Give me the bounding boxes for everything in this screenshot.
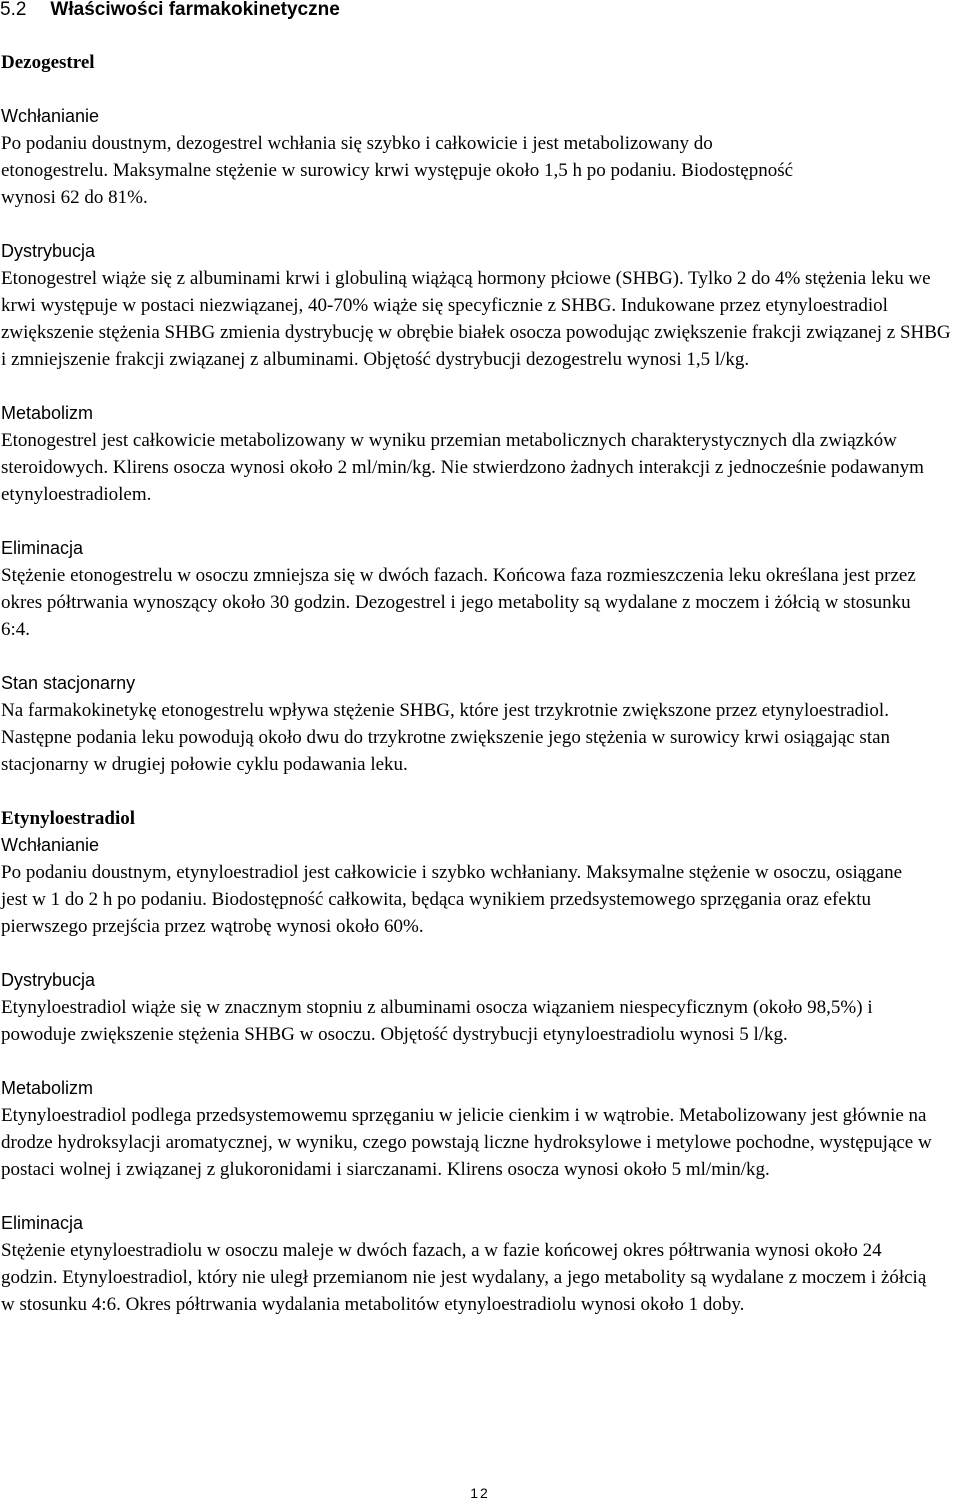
subsection-label: Metabolizm bbox=[1, 403, 94, 423]
subsection-label: Dystrybucja bbox=[1, 241, 96, 261]
desogestrel-distribution bbox=[1, 238, 956, 373]
ethinylestradiol-distribution bbox=[1, 967, 956, 1048]
ethinylestradiol-metabolism bbox=[1, 1075, 956, 1183]
subsection-label: Wchłanianie bbox=[1, 835, 100, 855]
paragraph: Stężenie etonogestrelu w osoczu zmniejsza się w dwóch fazach. Końcowa faza rozmieszczenia leku określana jest przez okres półtrwania wynoszący około 30 godzin. Dezogestrel i jego metabolity są wydalane z moczem i żółcią w stosunku 6:4. bbox=[1, 565, 916, 640]
paragraph: Etynyloestradiol podlega przedsystemowemu sprzęganiu w jelicie cienkim i w wątrobie. Metabolizowany jest głównie na drodze hydroksylacji aromatycznej, w wyniku, czego powstają liczne hydroksylowe i metylowe pochodne, występujące w postaci wolnej i związanej z glukoronidami i siarczanami. Klirens osocza wynosi około 5 ml/min/kg. bbox=[1, 1105, 932, 1180]
ethinylestradiol-elimination bbox=[1, 1210, 956, 1318]
subsection-label: Dystrybucja bbox=[1, 970, 96, 990]
paragraph: Etynyloestradiol wiąże się w znacznym stopniu z albuminami osocza wiązaniem niespecyficznym (około 98,5%) i powoduje zwiększenie stężenia SHBG w osoczu. Objętość dystrybucji etynyloestradiolu wynosi 5 l/kg. bbox=[1, 997, 873, 1045]
desogestrel-heading: Dezogestrel bbox=[1, 52, 95, 73]
paragraph: Po podaniu doustnym, etynyloestradiol jest całkowicie i szybko wchłaniany. Maksymalne stężenie w osoczu, osiągane jest w 1 do 2 h po podaniu. Biodostępność całkowita, będąca wynikiem przedsystemowego sprzęgania oraz efektu pierwszego przejścia przez wątrobę wynosi około 60%. bbox=[1, 862, 903, 937]
desogestrel-section bbox=[1, 49, 956, 805]
desogestrel-elimination bbox=[1, 535, 956, 643]
subsection-label: Eliminacja bbox=[1, 1213, 84, 1233]
section-title: Właściwości farmakokinetyczne bbox=[50, 0, 340, 20]
page-number: 12 bbox=[470, 1485, 490, 1501]
ethinylestradiol-section bbox=[1, 805, 956, 1318]
ethinylestradiol-heading: Etynyloestradiol bbox=[1, 808, 136, 829]
ethinylestradiol-absorption bbox=[1, 832, 956, 940]
desogestrel-absorption bbox=[1, 103, 956, 211]
paragraph: Etonogestrel jest całkowicie metabolizowany w wyniku przemian metabolicznych charakterystycznych dla związków steroidowych. Klirens osocza wynosi około 2 ml/min/kg. Nie stwierdzono żadnych interakcji z jednocześnie podawanym etynyloestradiolem. bbox=[1, 430, 924, 505]
document-body bbox=[1, 49, 956, 1318]
paragraph: Etonogestrel wiąże się z albuminami krwi i globuliną wiążącą hormony płciowe (SHBG). Tylko 2 do 4% stężenia leku we krwi występuje w postaci niezwiązanej, 40-70% wiąże się specyficznie z SHBG. Indukowane przez etynyloestradiol zwiększenie stężenia SHBG zmienia dystrybucję w obrębie białek osocza powodując zwiększenie frakcji związanej z SHBG i zmniejszenie frakcji związanej z albuminami. Objętość dystrybucji dezogestrelu wynosi 1,5 l/kg. bbox=[1, 268, 951, 370]
section-number: 5.2 bbox=[0, 0, 27, 20]
desogestrel-metabolism bbox=[1, 400, 956, 508]
desogestrel-steady-state bbox=[1, 670, 956, 778]
section-heading bbox=[0, 0, 340, 23]
subsection-label: Eliminacja bbox=[1, 538, 84, 558]
subsection-label: Stan stacjonarny bbox=[1, 673, 136, 693]
paragraph: Stężenie etynyloestradiolu w osoczu maleje w dwóch fazach, a w fazie końcowej okres półtrwania wynosi około 24 godzin. Etynyloestradiol, który nie uległ przemianom nie jest wydalany, a jego metabolity są wydalane z moczem i żółcią w stosunku 4:6. Okres półtrwania wydalania metabolitów etynyloestradiolu wynosi około 1 doby. bbox=[1, 1240, 927, 1315]
subsection-label: Wchłanianie bbox=[1, 106, 100, 126]
paragraph: Po podaniu doustnym, dezogestrel wchłania się szybko i całkowicie i jest metabolizowany do etonogestrelu. Maksymalne stężenie w surowicy krwi występuje około 1,5 h po podaniu. Biodostępność wynosi 62 do 81%. bbox=[1, 133, 794, 208]
subsection-label: Metabolizm bbox=[1, 1078, 94, 1098]
paragraph: Na farmakokinetykę etonogestrelu wpływa stężenie SHBG, które jest trzykrotnie zwiększone przez etynyloestradiol. Następne podania leku powodują około dwu do trzykrotne zwiększenie jego stężenia w surowicy krwi osiągając stan stacjonarny w drugiej połowie cyklu podawania leku. bbox=[1, 700, 891, 775]
